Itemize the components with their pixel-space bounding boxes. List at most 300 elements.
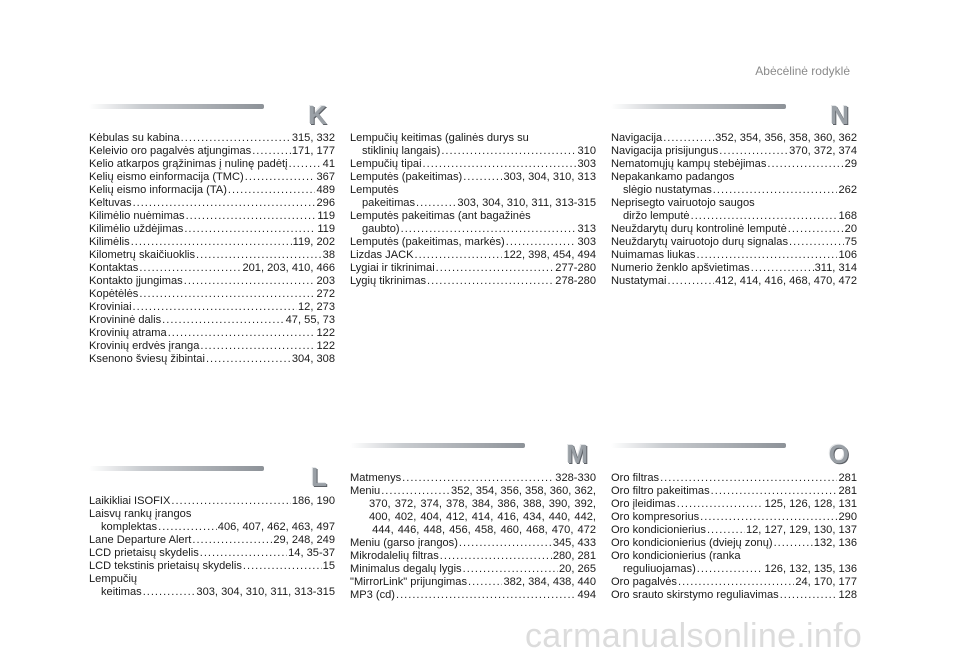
index-entry (89, 573, 335, 599)
index-entry (611, 145, 857, 158)
section-heading (611, 100, 857, 132)
index-entry (89, 340, 335, 353)
entry-term: Ksenono šviesų žibintai (89, 353, 205, 365)
entry-term: Lane Departure Alert (89, 534, 192, 546)
entry-term: Nuimamas liukas (611, 249, 696, 261)
entry-pages: 281 (838, 485, 857, 497)
entry-row (611, 145, 857, 158)
entry-pages: 406, 407, 462, 463, 497 (217, 521, 335, 533)
entry-term: Kilimėlis (89, 236, 130, 248)
entry-term: Keltuvas (89, 197, 132, 209)
entry-term: Kontaktas (89, 262, 139, 274)
entry-row (611, 184, 857, 197)
entry-term: MP3 (cd) (350, 589, 395, 601)
entry-row (611, 158, 857, 171)
entry-row (350, 262, 596, 275)
dot-leader (463, 563, 558, 576)
entry-pages: 20, 265 (558, 563, 596, 575)
index-entry (89, 132, 335, 145)
dot-leader (789, 236, 844, 249)
section-divider (611, 104, 786, 109)
entry-row (89, 340, 335, 353)
dot-leader (196, 249, 322, 262)
section-heading (89, 462, 335, 495)
entry-term: Oro filtro pakeitimas (611, 485, 710, 497)
entry-term: Kopėtėlės (89, 288, 139, 300)
entry-term: Oro filtras (611, 472, 660, 484)
entry-pages: 75 (844, 236, 857, 248)
entry-pages: 370, 372, 374 (789, 145, 857, 157)
index-entry (89, 534, 335, 547)
entry-term: Kroviniai (89, 301, 132, 313)
entry-row (89, 353, 335, 366)
index-entry (350, 262, 596, 275)
index-section-m (350, 439, 596, 602)
entry-term: Lygiai ir tikrinimai (350, 262, 435, 274)
index-entry (350, 171, 596, 184)
index-entry (89, 236, 335, 249)
entry-pages: 311, 314 (814, 262, 857, 274)
entry-pages: 126, 132, 135, 136 (764, 563, 857, 575)
dot-leader (780, 589, 838, 602)
entry-row (89, 184, 335, 197)
entry-row (89, 314, 335, 327)
entry-pages: 125, 126, 128, 131 (764, 498, 857, 510)
entry-row (89, 301, 335, 314)
entry-term: Nustatymai (611, 275, 667, 287)
dot-leader (707, 524, 745, 537)
entry-term: Lygių tikrinimas (350, 275, 427, 287)
section-letter: K (308, 100, 327, 130)
entry-row (611, 511, 857, 524)
entry-term-continued: diržo lemputė (623, 210, 690, 222)
entry-row (89, 145, 335, 158)
entry-row (611, 236, 857, 249)
dot-leader (381, 485, 450, 498)
dot-leader (660, 472, 837, 485)
entry-row (611, 524, 857, 537)
entry-row (89, 158, 335, 171)
entry-term: Navigacija (611, 132, 663, 144)
dot-leader (788, 223, 844, 236)
entry-pages: 186, 190 (291, 495, 335, 507)
dot-leader (463, 171, 502, 184)
dot-leader (678, 576, 794, 589)
entry-row (611, 576, 857, 589)
index-entry (89, 353, 335, 366)
entry-row (611, 472, 857, 485)
watermark-text: carmanualsonline.info (525, 617, 863, 655)
entry-pages: 328-330 (555, 472, 596, 484)
entry-pages: 494 (577, 589, 596, 601)
dot-leader (133, 197, 316, 210)
section-divider (89, 466, 264, 471)
index-entry (89, 314, 335, 327)
dot-leader (711, 485, 838, 498)
index-entry (89, 508, 335, 534)
index-entry (350, 550, 596, 563)
entry-term: Neuždarytų durų kontrolinė lemputė (611, 223, 787, 235)
entry-row (350, 576, 596, 589)
index-entry (350, 132, 596, 158)
section-heading (89, 100, 335, 132)
entry-list (89, 132, 335, 366)
entry-pages: 352, 354, 356, 358, 360, 362, (451, 485, 596, 497)
entry-term: Nepakankamo padangos (611, 171, 735, 183)
entry-pages: 12, 127, 129, 130, 137 (745, 524, 857, 536)
index-entry (89, 288, 335, 301)
dot-leader (677, 498, 764, 511)
index-entry (350, 472, 596, 485)
entry-pages: 303 (577, 236, 596, 248)
entry-term: Oro pagalvės (611, 576, 677, 588)
entry-row (89, 275, 335, 288)
entry-row (350, 472, 596, 485)
entry-row (89, 171, 335, 184)
entry-pages: 296 (316, 197, 335, 209)
entry-pages: 303, 304, 310, 311, 313-315 (457, 197, 596, 209)
entry-pages: 122, 398, 454, 494 (503, 249, 596, 261)
entry-row (350, 550, 596, 563)
entry-term: Lempučių tipai (350, 158, 422, 170)
index-entry (611, 249, 857, 262)
index-entry (611, 537, 857, 550)
entry-row (611, 563, 857, 576)
entry-term-continued: gaubto) (362, 223, 400, 235)
entry-pages: 15 (322, 560, 335, 572)
index-entry (611, 472, 857, 485)
dot-leader (139, 262, 241, 275)
index-entry (350, 210, 596, 236)
entry-term: Numerio ženklo apšvietimas (611, 262, 750, 274)
dot-leader (200, 340, 315, 353)
entry-row (89, 210, 335, 223)
index-entry (89, 560, 335, 573)
index-section-o (611, 439, 857, 602)
section-divider (350, 443, 525, 448)
entry-term: Meniu (garso įrangos) (350, 537, 458, 549)
entry-pages: 119 (317, 210, 335, 222)
entry-list (350, 472, 596, 602)
index-entry (89, 145, 335, 158)
index-entry (89, 197, 335, 210)
entry-pages: 38 (322, 249, 335, 261)
index-section-n (611, 100, 857, 288)
dot-leader (158, 521, 217, 534)
index-section-l (89, 462, 335, 599)
entry-term: LCD tekstinis prietaisų skydelis (89, 560, 242, 572)
entry-row (350, 537, 596, 550)
entry-pages: 304, 308 (291, 353, 335, 365)
entry-row (350, 563, 596, 576)
entry-row (89, 327, 335, 340)
dot-leader (436, 262, 555, 275)
dot-leader (468, 576, 502, 589)
entry-pages: 310 (577, 145, 596, 157)
entry-pages: 12, 273 (297, 301, 335, 313)
entry-row (350, 171, 596, 184)
entry-pages: 489 (316, 184, 335, 196)
index-entry (350, 537, 596, 550)
entry-term: Kontakto įjungimas (89, 275, 183, 287)
entry-term: Matmenys (350, 472, 402, 484)
index-entry (350, 158, 596, 171)
dot-leader (767, 158, 843, 171)
entry-term: Kilimėlio uždėjimas (89, 223, 184, 235)
entry-term: Lempučių keitimas (galinės durys su (350, 132, 529, 144)
entry-row (89, 288, 335, 301)
index-entry (611, 236, 857, 249)
section-letter: M (566, 439, 588, 469)
entry-pages: 412, 414, 416, 468, 470, 472 (715, 275, 857, 287)
dot-leader (131, 236, 292, 249)
entry-pages: 14, 35-37 (288, 547, 335, 559)
entry-term: Oro kompresorius (611, 511, 700, 523)
entry-pages: 168 (838, 210, 857, 222)
dot-leader (186, 210, 317, 223)
entry-row (89, 132, 335, 145)
entry-row (611, 132, 857, 145)
dot-leader (252, 145, 291, 158)
dot-leader (416, 197, 456, 210)
dot-leader (243, 560, 322, 573)
page-header-title: Abėcėlinė rodyklė (755, 64, 850, 78)
index-entry (350, 184, 596, 210)
index-entry (611, 171, 857, 197)
entry-row (89, 249, 335, 262)
entry-term: Laisvų rankų įrangos (89, 508, 192, 520)
entry-term: Neprisegto vairuotojo saugos (611, 197, 755, 209)
section-letter: O (828, 439, 849, 469)
index-entry (611, 262, 857, 275)
entry-pages: 303 (577, 158, 596, 170)
entry-row (89, 560, 335, 573)
dot-leader (415, 249, 503, 262)
entry-pages-continued: 370, 372, 374, 378, 384, 386, 388, 390, 392, (369, 498, 596, 510)
entry-row (350, 249, 596, 262)
section-heading (611, 439, 857, 472)
entry-term: Lemputės (350, 184, 399, 196)
entry-pages: 122 (316, 340, 335, 352)
entry-term: Lemputės (pakeitimas) (350, 171, 463, 183)
entry-row (611, 262, 857, 275)
entry-pages: 47, 55, 73 (285, 314, 335, 326)
index-entry (611, 158, 857, 171)
index-entry (350, 576, 596, 589)
entry-row (611, 537, 857, 550)
entry-term: Lempučių (89, 573, 138, 585)
entry-pages: 345, 433 (552, 537, 596, 549)
entry-pages: 262 (838, 184, 857, 196)
entry-pages: 203 (316, 275, 335, 287)
index-entry (89, 158, 335, 171)
dot-leader (696, 249, 837, 262)
entry-list (611, 472, 857, 602)
entry-term: Krovininė dalis (89, 314, 162, 326)
entry-term: Kėbulas su kabina (89, 132, 180, 144)
dot-leader (228, 184, 316, 197)
dot-leader (441, 145, 576, 158)
dot-leader (143, 586, 196, 599)
dot-leader (402, 472, 554, 485)
index-entry (89, 184, 335, 197)
entry-pages: 303, 304, 310, 311, 313-315 (196, 586, 335, 598)
dot-leader (401, 223, 577, 236)
entry-row (611, 249, 857, 262)
entry-pages: 171, 177 (291, 145, 335, 157)
index-entry (89, 262, 335, 275)
entry-term: Oro srauto skirstymo reguliavimas (611, 589, 779, 601)
entry-row (350, 145, 596, 158)
dot-leader (200, 547, 287, 560)
dot-leader (427, 275, 554, 288)
entry-row (350, 589, 596, 602)
index-entry (89, 327, 335, 340)
index-section-l-continued (350, 132, 596, 288)
entry-row (350, 197, 596, 210)
dot-leader (206, 353, 291, 366)
dot-leader (719, 145, 788, 158)
entry-term: Mikrodalelių filtras (350, 550, 439, 562)
entry-row (350, 158, 596, 171)
index-entry (611, 485, 857, 498)
entry-term-continued: reguliuojamas) (623, 563, 696, 575)
dot-leader (181, 132, 291, 145)
entry-pages: 281 (838, 472, 857, 484)
entry-pages: 277-280 (555, 262, 596, 274)
entry-row (611, 275, 857, 288)
index-entry (89, 223, 335, 236)
entry-row (611, 498, 857, 511)
index-entry (89, 171, 335, 184)
entry-list (350, 132, 596, 288)
entry-term-continued: keitimas (101, 586, 142, 598)
dot-leader (440, 550, 552, 563)
entry-row (350, 275, 596, 288)
entry-pages: 280, 281 (552, 550, 596, 562)
entry-term: Oro kondicionierius (dviejų zonų) (611, 537, 773, 549)
dot-leader (192, 534, 272, 547)
section-letter: L (311, 462, 327, 492)
dot-leader (184, 275, 316, 288)
entry-term: Kilimėlio nuėmimas (89, 210, 185, 222)
entry-row (611, 210, 857, 223)
entry-pages: 106 (838, 249, 857, 261)
entry-pages: 201, 203, 410, 466 (242, 262, 335, 274)
entry-pages: 352, 354, 356, 358, 360, 362 (715, 132, 857, 144)
index-entry (611, 132, 857, 145)
dot-leader (396, 589, 576, 602)
dot-leader (423, 158, 577, 171)
entry-pages-continued: 444, 446, 448, 456, 458, 460, 468, 470, 472 (372, 524, 596, 536)
entry-term: Kelių eismo einformacija (TMC) (89, 171, 244, 183)
entry-pages: 315, 332 (291, 132, 335, 144)
dot-leader (713, 184, 838, 197)
entry-term-continued: komplektas (101, 521, 158, 533)
entry-term: Krovinių atrama (89, 327, 167, 339)
entry-row (611, 223, 857, 236)
entry-term: Lemputės pakeitimas (ant bagažinės (350, 210, 531, 222)
entry-pages: 367 (316, 171, 335, 183)
entry-term: Kelių eismo informacija (TA) (89, 184, 227, 196)
index-entry (89, 210, 335, 223)
entry-term: Neuždarytų vairuotojo durų signalas (611, 236, 788, 248)
index-section-k (89, 100, 335, 366)
entry-row (89, 262, 335, 275)
entry-row (350, 223, 596, 236)
index-entry (350, 249, 596, 262)
section-divider (89, 104, 264, 109)
entry-term: Navigacija prisijungus (611, 145, 719, 157)
entry-term: Kilometrų skaičiuoklis (89, 249, 196, 261)
entry-term-continued: stiklinių langais) (362, 145, 441, 157)
dot-leader (184, 223, 316, 236)
entry-term: Lizdas JACK (350, 249, 414, 261)
entry-term: Oro įleidimas (611, 498, 676, 510)
entry-term: Lemputės (pakeitimas, markės) (350, 236, 505, 248)
entry-pages: 20 (844, 223, 857, 235)
entry-term: Kelio atkarpos grąžinimas į nulinę padėtį (89, 158, 288, 170)
entry-pages: 119, 202 (292, 236, 335, 248)
entry-term: Laikikliai ISOFIX (89, 495, 171, 507)
index-entry (611, 275, 857, 288)
entry-term: "MirrorLink" prijungimas (350, 576, 467, 588)
entry-pages: 290 (838, 511, 857, 523)
entry-pages: 382, 384, 438, 440 (503, 576, 596, 588)
entry-pages: 128 (838, 589, 857, 601)
index-entry (350, 485, 596, 537)
index-entry (611, 511, 857, 524)
index-entry (89, 249, 335, 262)
dot-leader (663, 132, 714, 145)
index-entry (611, 197, 857, 223)
entry-row (89, 236, 335, 249)
dot-leader (168, 327, 316, 340)
section-heading (350, 439, 596, 472)
entry-pages: 303, 304, 310, 313 (503, 171, 596, 183)
index-entry (89, 275, 335, 288)
entry-pages: 29 (844, 158, 857, 170)
section-letter: N (830, 100, 849, 130)
index-entry (611, 576, 857, 589)
entry-row (350, 485, 596, 498)
entry-pages: 29, 248, 249 (273, 534, 335, 546)
entry-pages: 313 (577, 223, 596, 235)
index-entry (350, 236, 596, 249)
entry-pages: 278-280 (555, 275, 596, 287)
dot-leader (506, 236, 577, 249)
entry-term: Keleivio oro pagalvės atjungimas (89, 145, 252, 157)
entry-pages: 272 (316, 288, 335, 300)
index-entry (89, 547, 335, 560)
entry-row (611, 485, 857, 498)
entry-pages: 122 (316, 327, 335, 339)
entry-row (89, 586, 335, 599)
dot-leader (691, 210, 838, 223)
index-entry (350, 275, 596, 288)
entry-list (89, 495, 335, 599)
entry-pages-continued: 400, 402, 404, 412, 414, 416, 434, 440, 442, (369, 511, 596, 523)
entry-term-continued: slėgio nustatymas (623, 184, 712, 196)
entry-term: Minimalus degalų lygis (350, 563, 462, 575)
entry-row (89, 534, 335, 547)
entry-term: Krovinių erdvės įranga (89, 340, 200, 352)
index-entry (350, 563, 596, 576)
dot-leader (133, 301, 297, 314)
index-entry (611, 498, 857, 511)
section-divider (611, 443, 786, 448)
index-entry (611, 550, 857, 576)
